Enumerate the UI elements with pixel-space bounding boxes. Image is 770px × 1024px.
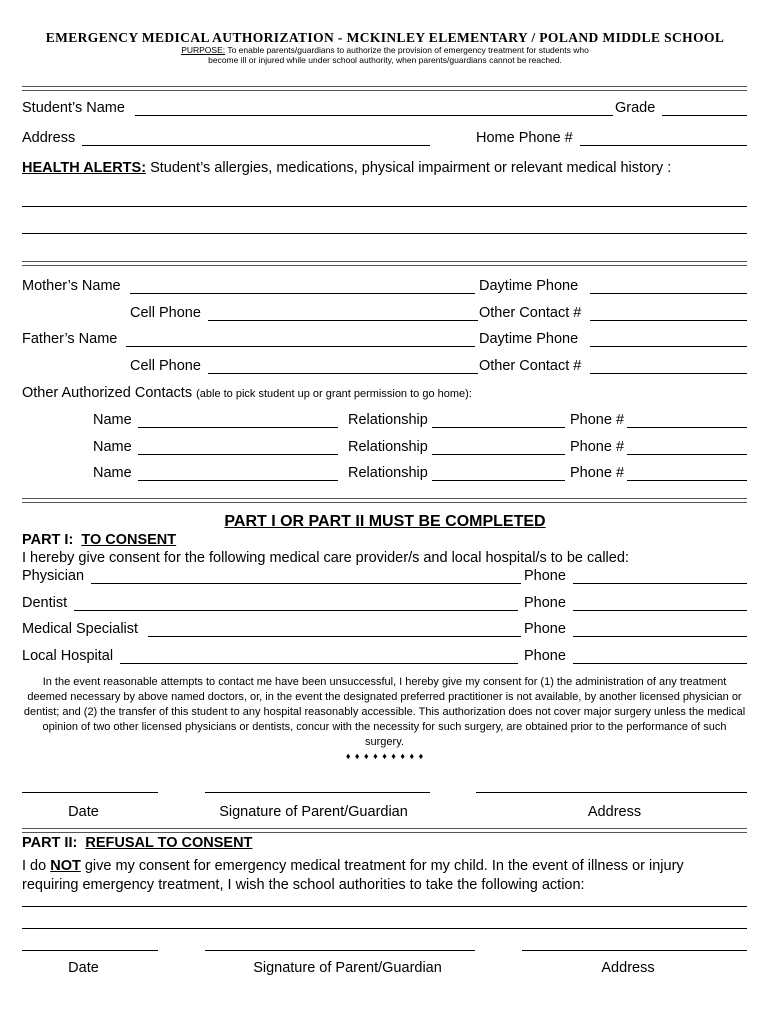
grade-field[interactable] (662, 115, 747, 116)
part2-text-line-2: requiring emergency treatment, I wish the school authorities to take the following action: (22, 877, 585, 893)
physician-field[interactable] (91, 583, 521, 584)
student-name-field[interactable] (135, 115, 613, 116)
hospital-phone-field[interactable] (573, 663, 747, 664)
contact-2-relationship-field[interactable] (432, 454, 565, 455)
physician-phone-label: Phone (524, 568, 566, 584)
contact-2-phone-field[interactable] (627, 454, 747, 455)
contact-1-name-label: Name (93, 412, 132, 428)
part2-address-field[interactable] (522, 950, 747, 951)
mother-cell-phone-field[interactable] (208, 320, 478, 321)
dentist-field[interactable] (74, 610, 518, 611)
health-alerts-text: Student’s allergies, medications, physical impairment or relevant medical history : (150, 160, 672, 176)
home-phone-field[interactable] (580, 145, 747, 146)
part2-heading (22, 835, 252, 851)
part-banner: PART I OR PART II MUST BE COMPLETED (224, 513, 546, 530)
section-divider (22, 261, 747, 266)
part1-address-field[interactable] (476, 792, 747, 793)
part2-text-pre: I do (22, 858, 47, 874)
health-alerts-label: HEALTH ALERTS: (22, 160, 147, 176)
form-title: EMERGENCY MEDICAL AUTHORIZATION - MCKINLEY ELEMENTARY / POLAND MIDDLE SCHOOL (45, 30, 725, 45)
purpose-line-2: become ill or injured while under school authority, when parents/guardians cannot be reached. (208, 55, 562, 65)
specialist-label: Medical Specialist (22, 621, 139, 637)
contact-3-phone-field[interactable] (627, 480, 747, 481)
hospital-phone-label: Phone (524, 648, 566, 664)
father-daytime-phone-field[interactable] (590, 346, 747, 347)
part1-signature-caption: Signature of Parent/Guardian (219, 804, 408, 820)
part1-heading (22, 532, 176, 548)
father-other-contact-field[interactable] (590, 373, 747, 374)
contact-1-phone-field[interactable] (627, 427, 747, 428)
dentist-phone-label: Phone (524, 595, 566, 611)
part2-action-line-1[interactable] (22, 906, 747, 907)
dentist-label: Dentist (22, 595, 68, 611)
address-field[interactable] (82, 145, 430, 146)
purpose-label: PURPOSE: (181, 45, 226, 55)
father-daytime-phone-label: Daytime Phone (479, 331, 579, 347)
father-cell-phone-label: Cell Phone (130, 358, 201, 374)
hospital-field[interactable] (120, 663, 518, 664)
mother-other-contact-label: Other Contact # (479, 305, 582, 321)
diamond-separator: ♦ ♦ ♦ ♦ ♦ ♦ ♦ ♦ ♦ (345, 751, 425, 761)
mother-name-label: Mother’s Name (22, 278, 121, 294)
section-divider (22, 86, 747, 91)
contact-1-name-field[interactable] (138, 427, 338, 428)
specialist-phone-field[interactable] (573, 636, 747, 637)
hospital-label: Local Hospital (22, 648, 114, 664)
authorized-contacts-title: Other Authorized Contacts (22, 385, 193, 401)
contact-1-phone-label: Phone # (570, 412, 625, 428)
father-name-field[interactable] (126, 346, 475, 347)
part1-title: TO CONSENT (81, 532, 177, 548)
contact-3-name-field[interactable] (138, 480, 338, 481)
contact-3-relationship-label: Relationship (348, 465, 428, 481)
mother-other-contact-field[interactable] (590, 320, 747, 321)
part2-date-caption: Date (68, 960, 99, 976)
home-phone-label: Home Phone # (476, 130, 573, 146)
part2-date-field[interactable] (22, 950, 158, 951)
contact-2-name-field[interactable] (138, 454, 338, 455)
address-label: Address (22, 130, 76, 146)
contact-3-relationship-field[interactable] (432, 480, 565, 481)
mother-daytime-phone-label: Daytime Phone (479, 278, 579, 294)
section-divider (22, 498, 747, 503)
dentist-phone-field[interactable] (573, 610, 747, 611)
authorized-contacts-note: (able to pick student up or grant permission to go home): (196, 388, 472, 400)
student-name-label: Student’s Name (22, 100, 125, 116)
part2-text-post: give my consent for emergency medical treatment for my child. In the event of illness or injury (84, 858, 684, 874)
part2-signature-caption: Signature of Parent/Guardian (253, 960, 442, 976)
contact-2-name-label: Name (93, 439, 132, 455)
part2-title: REFUSAL TO CONSENT (85, 835, 253, 851)
part2-not: NOT (50, 858, 81, 874)
father-other-contact-label: Other Contact # (479, 358, 582, 374)
mother-daytime-phone-field[interactable] (590, 293, 747, 294)
mother-name-field[interactable] (130, 293, 475, 294)
section-divider (22, 828, 747, 833)
contact-1-relationship-field[interactable] (432, 427, 565, 428)
purpose-line-1 (0, 45, 770, 55)
health-alerts-line-1[interactable] (22, 206, 747, 207)
physician-phone-field[interactable] (573, 583, 747, 584)
part2-text-line-1 (22, 858, 684, 874)
specialist-phone-label: Phone (524, 621, 566, 637)
authorized-contacts-heading (22, 385, 472, 402)
purpose-text-1: To enable parents/guardians to authorize the provision of emergency treatment for students who (227, 45, 589, 55)
father-name-label: Father’s Name (22, 331, 118, 347)
part1-prefix: PART I: (22, 532, 74, 548)
grade-label: Grade (615, 100, 656, 116)
physician-label: Physician (22, 568, 85, 584)
part1-signature-field[interactable] (205, 792, 430, 793)
part1-address-caption: Address (587, 804, 642, 820)
father-cell-phone-field[interactable] (208, 373, 478, 374)
health-alerts-line-2[interactable] (22, 233, 747, 234)
part1-intro: I hereby give consent for the following medical care provider/s and local hospital/s to be called: (22, 550, 629, 566)
contact-1-relationship-label: Relationship (348, 412, 428, 428)
contact-2-relationship-label: Relationship (348, 439, 428, 455)
contact-2-phone-label: Phone # (570, 439, 625, 455)
contact-3-phone-label: Phone # (570, 465, 625, 481)
mother-cell-phone-label: Cell Phone (130, 305, 201, 321)
specialist-field[interactable] (148, 636, 521, 637)
part2-action-line-2[interactable] (22, 928, 747, 929)
health-alerts-row (22, 160, 671, 176)
part2-address-caption: Address (601, 960, 655, 976)
consent-legal-text: In the event reasonable attempts to contact me have been unsuccessful, I hereby give my consent for (1) the administration of any treatment deemed necessary by above named doctors, or, in the event the designated preferred practitioner is not available, by another licensed physician or dentist; and (2) the transfer of this student to any hospital reasonably accessible. This authorization does not cover major surgery unless the medical opinion of two other licensed physicians or dentists, concur with the necessity for such surgery, are obtained prior to the performance of such surgery. (23, 676, 746, 748)
part1-date-caption: Date (68, 804, 99, 820)
part2-signature-field[interactable] (205, 950, 475, 951)
part2-prefix: PART II: (22, 835, 78, 851)
contact-3-name-label: Name (93, 465, 132, 481)
part1-date-field[interactable] (22, 792, 158, 793)
